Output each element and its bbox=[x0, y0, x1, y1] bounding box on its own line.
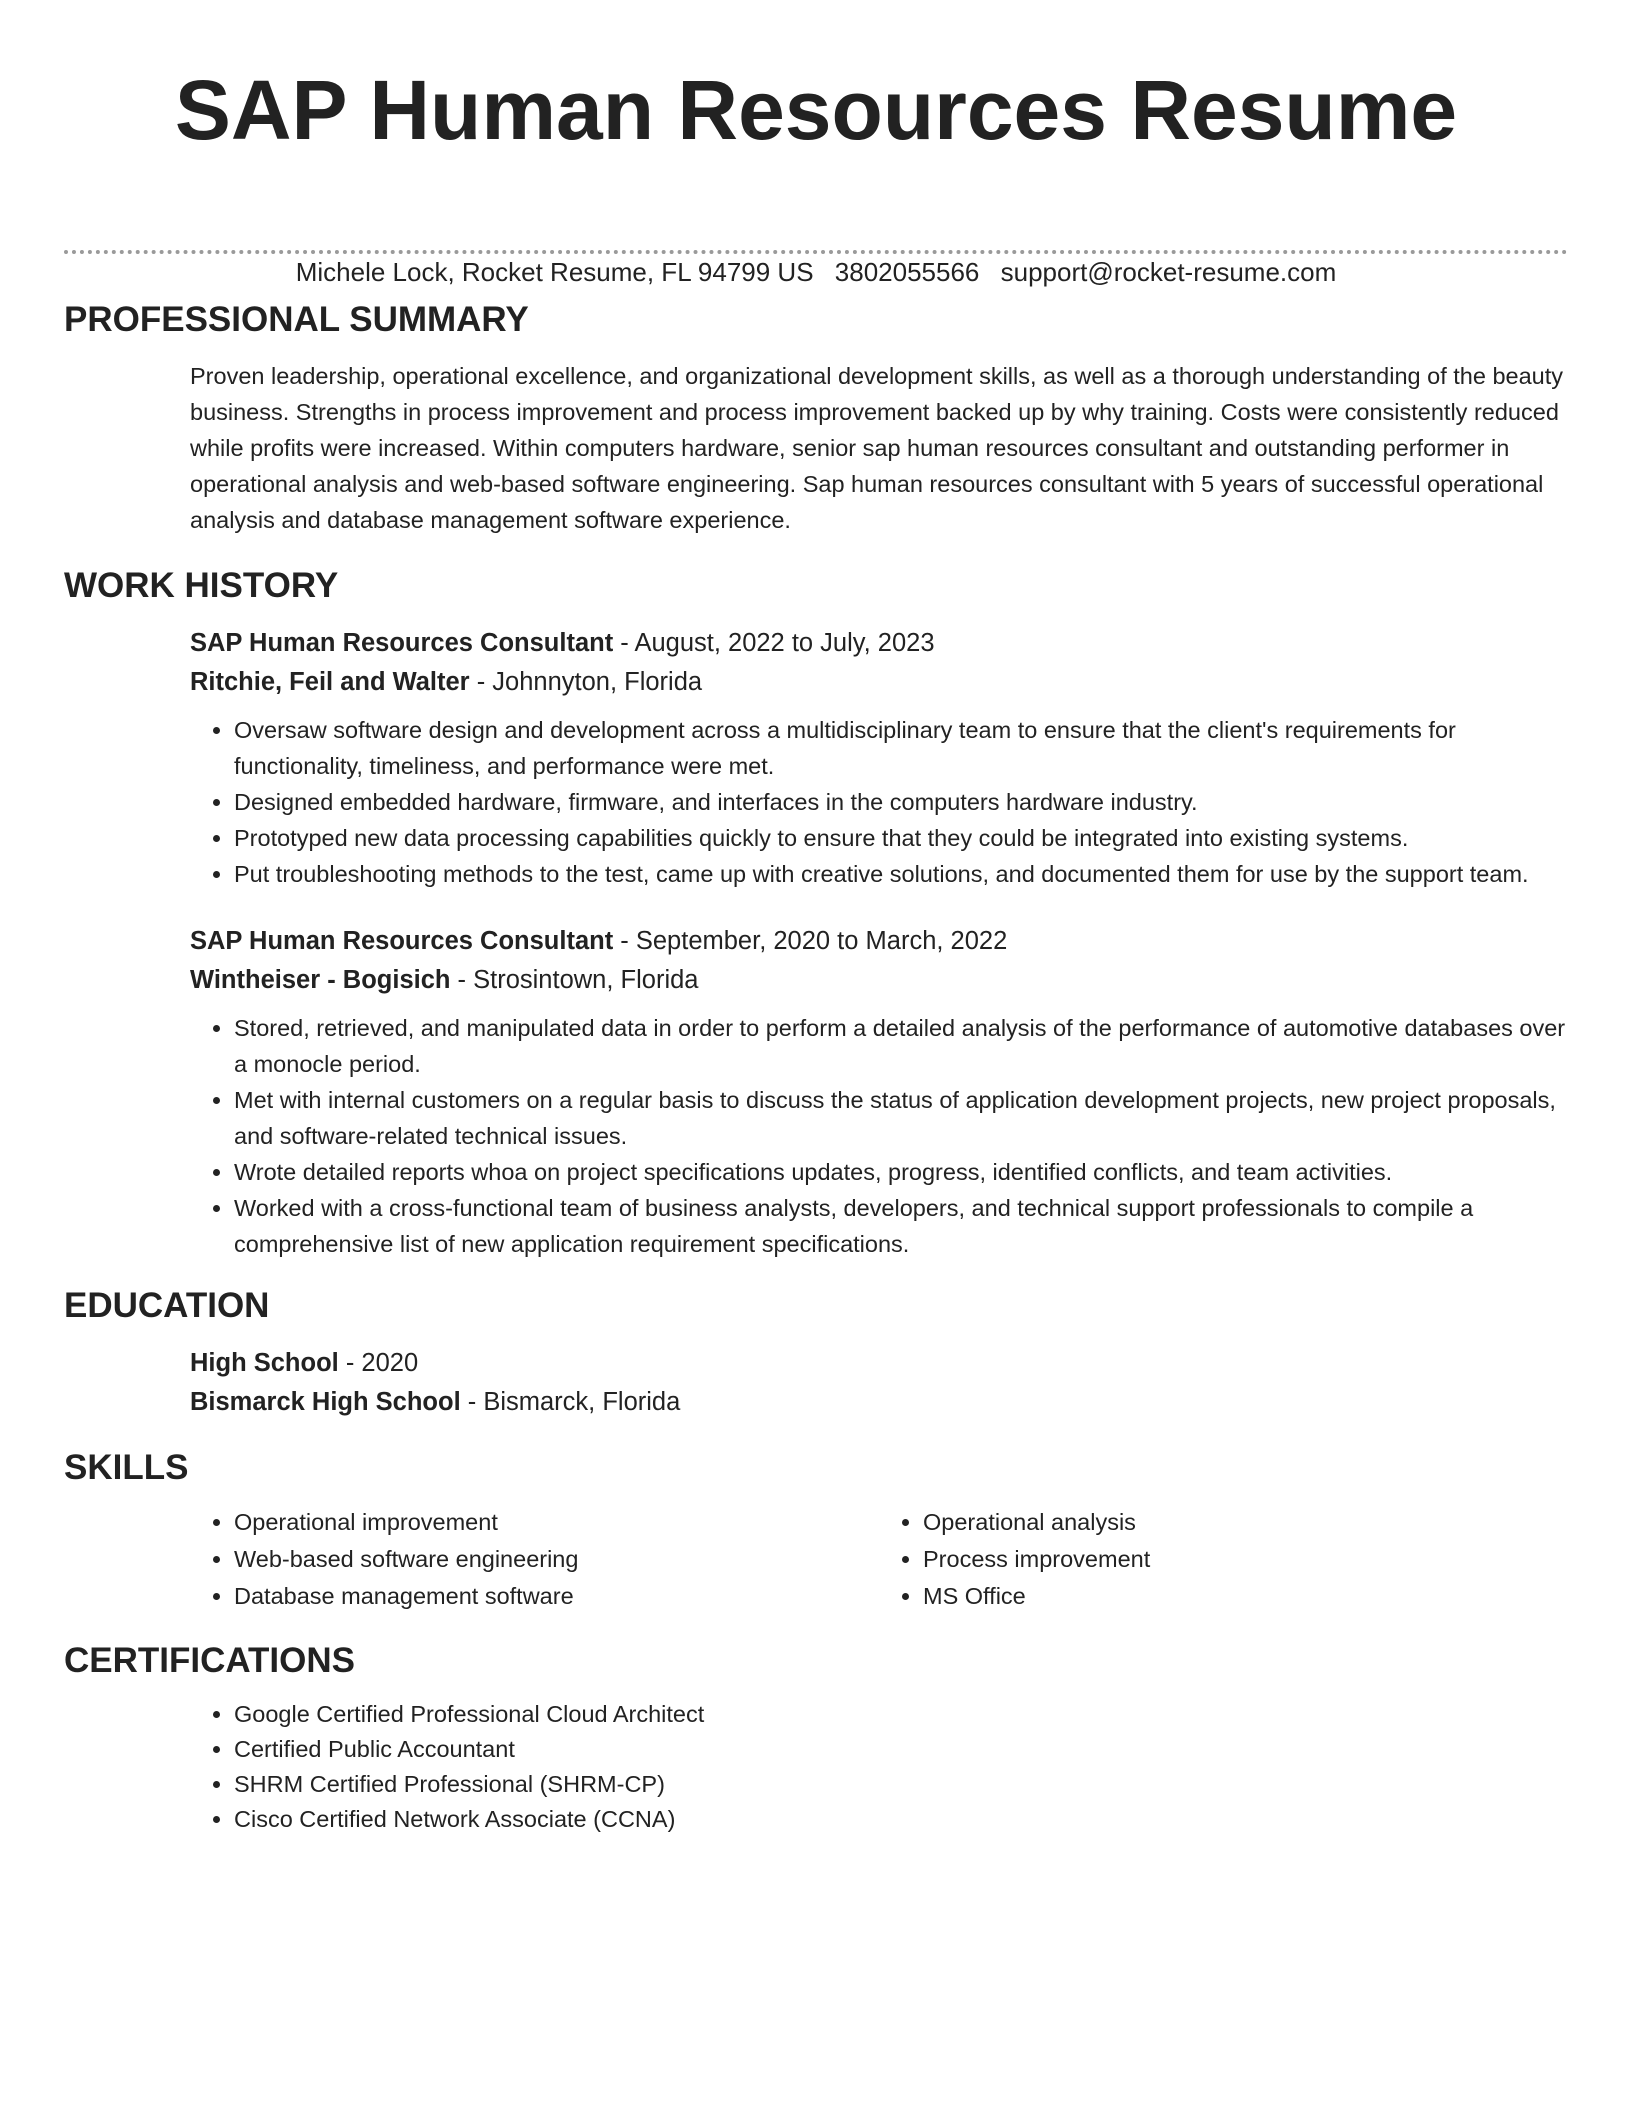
summary-section bbox=[64, 296, 1568, 538]
list-item: • Put troubleshooting methods to the test, came up with creative solutions, and documented them for use by the support team. bbox=[234, 856, 1568, 892]
list-item: • Oversaw software design and development across a multidisciplinary team to ensure that the client's requirements for functionality, timeliness, and performance were met. bbox=[234, 712, 1568, 784]
certifications-heading: CERTIFICATIONS bbox=[64, 1641, 356, 1680]
job-company: Ritchie, Feil and Walter bbox=[190, 668, 470, 696]
job-title-line bbox=[190, 922, 1568, 961]
job-title-line bbox=[190, 624, 1568, 663]
contact-email: support@rocket-resume.com bbox=[1000, 257, 1337, 287]
list-item: • Operational improvement bbox=[234, 1504, 879, 1541]
education-heading: EDUCATION bbox=[64, 1286, 270, 1325]
list-item: • Prototyped new data processing capabilities quickly to ensure that they could be integrated into existing systems. bbox=[234, 820, 1568, 856]
job-company: Wintheiser - Bogisich bbox=[190, 966, 451, 994]
list-item: • Operational analysis bbox=[923, 1504, 1568, 1541]
list-item: • Met with internal customers on a regular basis to discuss the status of application development projects, new project proposals, and software-related technical issues. bbox=[234, 1082, 1568, 1154]
resume-content bbox=[64, 296, 1568, 1837]
contact-phone: 3802055566 bbox=[834, 257, 980, 287]
list-item: • Google Certified Professional Cloud Architect bbox=[234, 1697, 1568, 1732]
job-dates: - September, 2020 to March, 2022 bbox=[613, 927, 1008, 955]
summary-text: Proven leadership, operational excellence, and organizational development skills, as well as a thorough understanding of the beauty business. Strengths in process improvement and process improvement backed up by why training. Costs were consistently reduced while profits were increased. Within computers hardware, senior sap human resources consultant and outstanding performer in operational analysis and web-based software engineering. Sap human resources consultant with 5 years of successful operational analysis and database management software experience. bbox=[190, 363, 1564, 533]
skills-heading: SKILLS bbox=[64, 1448, 189, 1487]
education-degree: High School bbox=[190, 1349, 339, 1377]
job-entry bbox=[190, 922, 1568, 1262]
job-title: SAP Human Resources Consultant bbox=[190, 629, 614, 657]
certifications-section bbox=[64, 1637, 1568, 1837]
list-item: • SHRM Certified Professional (SHRM-CP) bbox=[234, 1767, 1568, 1802]
summary-heading: PROFESSIONAL SUMMARY bbox=[64, 300, 529, 339]
page-title: SAP Human Resources Resume bbox=[174, 63, 1458, 157]
skills-left-list bbox=[190, 1504, 879, 1615]
header-divider bbox=[64, 250, 1568, 254]
list-item: • Process improvement bbox=[923, 1541, 1568, 1578]
job-location: - Strosintown, Florida bbox=[450, 966, 699, 994]
list-item: • Stored, retrieved, and manipulated data in order to perform a detailed analysis of the performance of automotive databases over a monocle period. bbox=[234, 1010, 1568, 1082]
contact-line bbox=[0, 254, 1632, 290]
job-dates: - August, 2022 to July, 2023 bbox=[613, 629, 935, 657]
skills-columns bbox=[190, 1504, 1568, 1615]
work-history-section bbox=[64, 562, 1568, 1262]
job-bullets bbox=[190, 712, 1568, 892]
education-degree-line bbox=[190, 1344, 1568, 1383]
education-school: Bismarck High School bbox=[190, 1388, 461, 1416]
certifications-list bbox=[190, 1697, 1568, 1837]
education-section bbox=[64, 1282, 1568, 1422]
work-history-heading: WORK HISTORY bbox=[64, 566, 339, 605]
list-item: • Worked with a cross-functional team of business analysts, developers, and technical support professionals to compile a comprehensive list of new application requirement specifications. bbox=[234, 1190, 1568, 1262]
list-item: • Wrote detailed reports whoa on project specifications updates, progress, identified conflicts, and team activities. bbox=[234, 1154, 1568, 1190]
summary-body bbox=[190, 358, 1568, 538]
education-year: - 2020 bbox=[338, 1349, 419, 1377]
certifications-body bbox=[190, 1697, 1568, 1837]
job-location: - Johnnyton, Florida bbox=[469, 668, 703, 696]
list-item: • MS Office bbox=[923, 1578, 1568, 1615]
job-entry bbox=[190, 624, 1568, 892]
skills-right-list bbox=[879, 1504, 1568, 1615]
job-title: SAP Human Resources Consultant bbox=[190, 927, 614, 955]
list-item: • Cisco Certified Network Associate (CCNA) bbox=[234, 1802, 1568, 1837]
job-company-line bbox=[190, 961, 1568, 1000]
list-item: • Database management software bbox=[234, 1578, 879, 1615]
skills-section bbox=[64, 1444, 1568, 1615]
contact-address: Michele Lock, Rocket Resume, FL 94799 US bbox=[295, 257, 814, 287]
list-item: • Designed embedded hardware, firmware, and interfaces in the computers hardware industry. bbox=[234, 784, 1568, 820]
list-item: • Certified Public Accountant bbox=[234, 1732, 1568, 1767]
education-entry bbox=[190, 1344, 1568, 1422]
job-bullets bbox=[190, 1010, 1568, 1262]
job-company-line bbox=[190, 663, 1568, 702]
education-school-line bbox=[190, 1383, 1568, 1422]
list-item: • Web-based software engineering bbox=[234, 1541, 879, 1578]
education-location: - Bismarck, Florida bbox=[460, 1388, 681, 1416]
